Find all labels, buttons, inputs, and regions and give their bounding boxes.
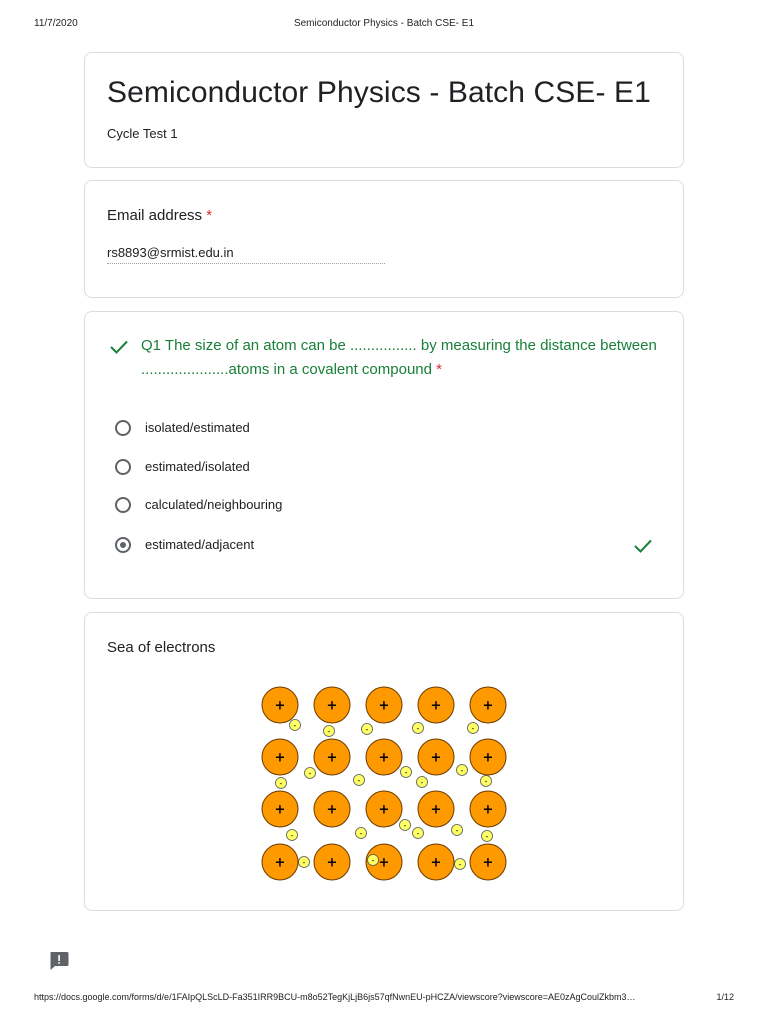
- email-card: [84, 180, 684, 298]
- electron: [482, 831, 493, 842]
- ion: [366, 739, 402, 775]
- svg-text:-: -: [484, 777, 488, 786]
- option-calculated-neighbouring[interactable]: [115, 496, 655, 518]
- svg-text:-: -: [279, 779, 283, 788]
- svg-text:+: +: [378, 802, 390, 818]
- ion: [314, 687, 350, 723]
- option-label: calculated/neighbouring: [145, 497, 283, 512]
- electron: [413, 723, 424, 734]
- electron: [362, 724, 373, 735]
- electron: [299, 857, 310, 868]
- electron: [368, 855, 379, 866]
- electron: [481, 776, 492, 787]
- svg-text:+: +: [430, 750, 442, 766]
- svg-text:-: -: [371, 856, 375, 865]
- email-label-text: Email address: [107, 207, 203, 224]
- print-page-number: 1/12: [716, 992, 734, 1002]
- electron: [468, 723, 479, 734]
- svg-text:+: +: [430, 802, 442, 818]
- electron: [413, 828, 424, 839]
- email-label: [107, 207, 212, 224]
- ion: [418, 791, 454, 827]
- svg-text:-: -: [458, 860, 462, 869]
- svg-text:-: -: [302, 858, 306, 867]
- form-description: Cycle Test 1: [107, 126, 178, 141]
- email-field[interactable]: rs8893@srmist.edu.in: [107, 245, 385, 264]
- ion: [470, 844, 506, 880]
- feedback-icon[interactable]: [48, 950, 70, 972]
- svg-text:+: +: [326, 698, 338, 714]
- print-title: Semiconductor Physics - Batch CSE- E1: [293, 18, 475, 29]
- electron: [457, 765, 468, 776]
- ion: [262, 791, 298, 827]
- form-title: Semiconductor Physics - Batch CSE- E1: [107, 76, 651, 109]
- svg-text:-: -: [293, 721, 297, 730]
- svg-text:-: -: [420, 778, 424, 787]
- radio-button[interactable]: [115, 420, 131, 436]
- svg-text:+: +: [326, 855, 338, 871]
- ion: [314, 844, 350, 880]
- radio-button[interactable]: [115, 459, 131, 475]
- ion: [418, 687, 454, 723]
- svg-text:+: +: [482, 855, 494, 871]
- required-mark: *: [206, 207, 213, 224]
- ion: [314, 739, 350, 775]
- check-icon: [633, 538, 653, 554]
- svg-text:-: -: [471, 724, 475, 733]
- svg-text:+: +: [274, 698, 286, 714]
- svg-text:+: +: [482, 802, 494, 818]
- ion: [314, 791, 350, 827]
- ion: [366, 687, 402, 723]
- svg-text:-: -: [416, 724, 420, 733]
- ion: [262, 844, 298, 880]
- svg-text:-: -: [416, 829, 420, 838]
- radio-button[interactable]: [115, 497, 131, 513]
- question-text-body: Q1 The size of an atom can be ................ by measuring the distance between .....................atoms in a covalent compound: [141, 337, 657, 378]
- svg-text:+: +: [274, 750, 286, 766]
- ion: [470, 687, 506, 723]
- svg-text:+: +: [326, 802, 338, 818]
- ion: [470, 739, 506, 775]
- form-header-card: [84, 52, 684, 168]
- electron: [417, 777, 428, 788]
- option-label: estimated/adjacent: [145, 537, 255, 552]
- electron: [400, 820, 411, 831]
- ion: [262, 739, 298, 775]
- svg-text:-: -: [365, 725, 369, 734]
- option-label: isolated/estimated: [145, 420, 250, 435]
- svg-text:+: +: [378, 750, 390, 766]
- svg-text:+: +: [378, 698, 390, 714]
- electron: [305, 768, 316, 779]
- svg-text:+: +: [430, 698, 442, 714]
- radio-button-selected[interactable]: [115, 537, 131, 553]
- electron: [290, 720, 301, 731]
- svg-text:+: +: [482, 750, 494, 766]
- electron: [455, 859, 466, 870]
- electron: [401, 767, 412, 778]
- question-card: [84, 311, 684, 599]
- required-mark: *: [436, 361, 442, 378]
- print-date: 11/7/2020: [34, 18, 78, 29]
- svg-text:+: +: [326, 750, 338, 766]
- svg-text:-: -: [455, 826, 459, 835]
- svg-text:-: -: [359, 829, 363, 838]
- ion: [366, 791, 402, 827]
- image-card: [84, 612, 684, 911]
- check-icon: [109, 339, 129, 355]
- svg-text:+: +: [274, 802, 286, 818]
- svg-text:+: +: [274, 855, 286, 871]
- svg-text:+: +: [482, 698, 494, 714]
- question-text: [141, 334, 671, 382]
- ion: [418, 739, 454, 775]
- svg-text:+: +: [378, 855, 390, 871]
- svg-text:-: -: [404, 768, 408, 777]
- electron: [452, 825, 463, 836]
- electron: [276, 778, 287, 789]
- electron: [354, 775, 365, 786]
- electron: [324, 726, 335, 737]
- option-estimated-adjacent[interactable]: [115, 536, 655, 558]
- svg-text:-: -: [357, 776, 361, 785]
- option-label: estimated/isolated: [145, 459, 250, 474]
- option-estimated-isolated[interactable]: [115, 458, 655, 480]
- svg-text:-: -: [308, 769, 312, 778]
- ion: [262, 687, 298, 723]
- svg-text:-: -: [485, 832, 489, 841]
- svg-text:+: +: [430, 855, 442, 871]
- svg-text:-: -: [290, 831, 294, 840]
- ion: [470, 791, 506, 827]
- option-isolated-estimated[interactable]: [115, 419, 655, 441]
- ion: [418, 844, 454, 880]
- electron: [356, 828, 367, 839]
- sea-of-electrons-image: [260, 685, 520, 890]
- svg-text:-: -: [327, 727, 331, 736]
- svg-text:-: -: [403, 821, 407, 830]
- image-title: Sea of electrons: [107, 639, 216, 656]
- svg-text:-: -: [460, 766, 464, 775]
- print-url: https://docs.google.com/forms/d/e/1FAIpQLScLD-Fa351IRR9BCU-m8o52TegKjLjB6js57qfNwnEU-pHCZA/viewscore?viewscore=AE0zAgCoulZkbm3…: [34, 992, 636, 1002]
- electron: [287, 830, 298, 841]
